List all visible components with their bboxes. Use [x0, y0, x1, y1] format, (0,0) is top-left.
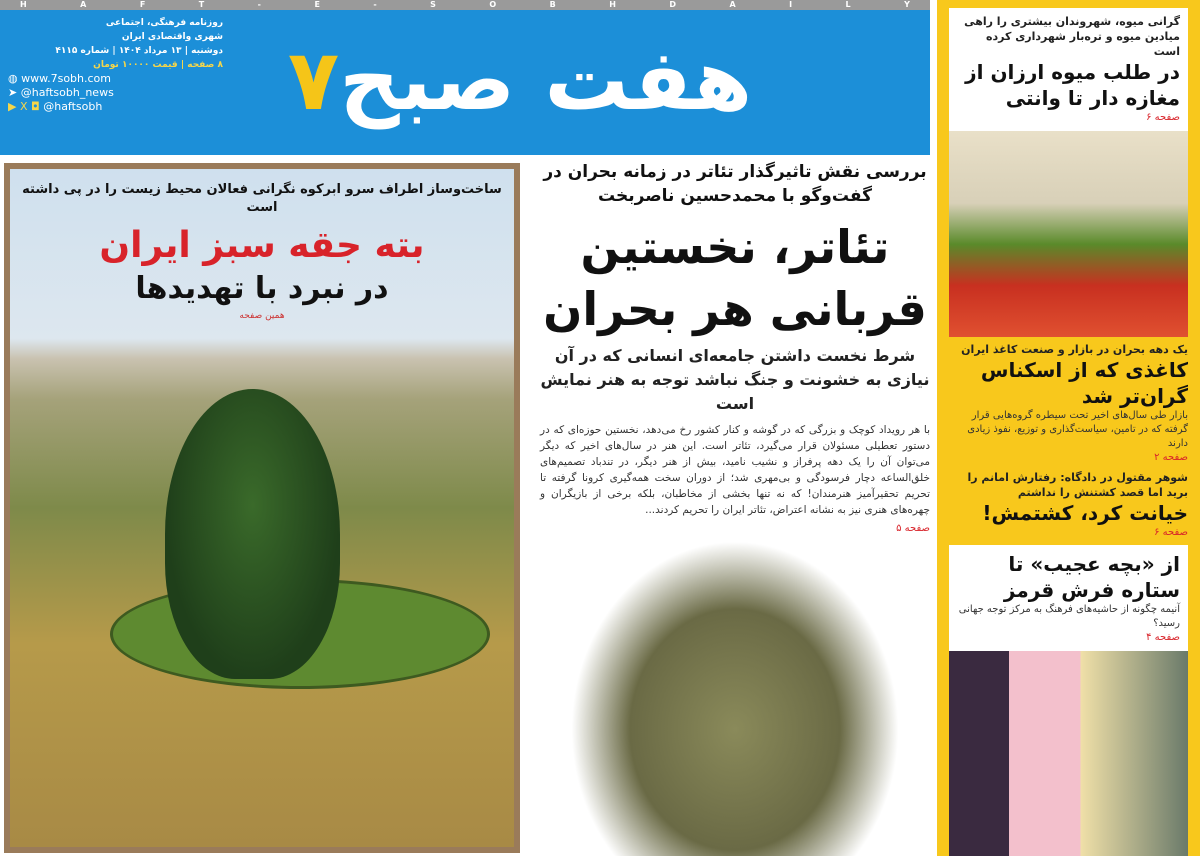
- strip-letter: A: [80, 0, 87, 9]
- telegram-icon: ➤: [8, 86, 18, 99]
- strip-letter: H: [609, 0, 616, 9]
- strip-letter: O: [489, 0, 497, 9]
- website-text: www.7sobh.com: [21, 72, 111, 85]
- main-lead: شرط نخست داشتن جامعه‌ای انسانی که در آن نیازی به خشونت و جنگ نباشد توجه به هنر نمایش است: [540, 346, 930, 413]
- strip-letter: -: [373, 0, 377, 9]
- story-page-ref: صفحه ۶: [1146, 112, 1180, 123]
- story-paper[interactable]: [949, 342, 1188, 465]
- left-subheadline: در نبرد با تهدیدها: [135, 271, 389, 306]
- story-headline: کاغذی که از اسکناس گران‌تر شد: [980, 357, 1188, 408]
- story-fruit[interactable]: [949, 8, 1188, 131]
- strip-letter: T: [198, 0, 205, 9]
- story-page-ref: صفحه ۶: [1154, 526, 1188, 538]
- social-link[interactable]: [8, 100, 223, 114]
- strip-letter: E: [314, 0, 320, 9]
- strip-letter: -: [257, 0, 261, 9]
- anime-illustration: [949, 651, 1188, 856]
- social-text: @haftsobh: [43, 100, 103, 113]
- story-anime[interactable]: [949, 545, 1188, 651]
- cypress-tree-image: [165, 389, 340, 679]
- story-kicker: شوهر مقتول در دادگاه: رفتارش امانم را برید اما قصد کشتنش را نداشتم: [967, 470, 1188, 499]
- story-kicker: گرانی میوه، شهروندان بیشتری را راهی میادین میوه و تره‌بار شهرداری کرده است: [964, 15, 1180, 58]
- strip-letter: S: [430, 0, 436, 9]
- strip-letter: I: [789, 0, 793, 9]
- story-headline: در طلب میوه ارزان از مغازه دار تا وانتی: [965, 60, 1180, 110]
- story-page-ref: صفحه ۴: [1146, 631, 1180, 643]
- left-feature: [4, 163, 520, 853]
- strip-letter: H: [20, 0, 27, 9]
- fruit-market-photo: [949, 131, 1188, 337]
- strip-letter: D: [669, 0, 676, 9]
- strip-letter: Y: [904, 0, 910, 9]
- story-body: بازار طی سال‌های اخیر تحت سیطره گروه‌هایی قرار گرفته که در تامین، سیاست‌گذاری و توزیع، نفوذ زیادی دارند: [967, 409, 1188, 449]
- left-kicker: ساخت‌وساز اطراف سرو ابرکوه نگرانی فعالان محیط زیست را در پی داشته است: [22, 182, 502, 215]
- telegram-link[interactable]: [8, 86, 223, 100]
- price: ۸ صفحه | قیمت ۱۰۰۰۰ تومان: [93, 60, 223, 70]
- story-body: آنیمه چگونه از حاشیه‌های فرهنگ به مرکز توجه جهانی رسید؟: [958, 603, 1180, 629]
- actors-photo: [570, 540, 900, 856]
- instagram-icon: ◘: [31, 100, 40, 113]
- strip-letter: F: [139, 0, 146, 9]
- strip-letter: L: [845, 0, 851, 9]
- story-headline: خیانت کرد، کشتمش!: [982, 500, 1188, 525]
- strip-letter: A: [729, 0, 736, 9]
- globe-icon: ◍: [8, 72, 18, 85]
- masthead-info: [8, 16, 223, 114]
- strip-letter: B: [549, 0, 556, 9]
- youtube-icon: ▶: [8, 100, 17, 113]
- main-kicker: بررسی نقش تاثیرگذار تئاتر در زمانه بحران در گفت‌وگو با محمدحسین ناصربخت: [543, 162, 927, 206]
- website-link[interactable]: [8, 72, 223, 86]
- main-story: [540, 160, 930, 856]
- logo-text: هفت صبح: [339, 31, 753, 129]
- story-page-ref: صفحه ۲: [1154, 451, 1188, 463]
- left-page-ref: همین صفحه: [239, 311, 285, 321]
- logo-number: ۷: [287, 31, 340, 129]
- newspaper-logo: [240, 10, 800, 155]
- left-headline[interactable]: بته جقه سبز ایران: [99, 225, 425, 266]
- masthead-strip: [0, 0, 930, 10]
- info-line: روزنامه فرهنگی، اجتماعی: [105, 18, 223, 28]
- left-text: [10, 181, 514, 323]
- main-headline[interactable]: تئاتر، نخستین قربانی هر بحران: [543, 220, 927, 336]
- story-kicker: یک دهه بحران در بازار و صنعت کاغذ ایران: [961, 342, 1188, 356]
- info-line: شهری واقتصادی ایران: [121, 32, 223, 42]
- telegram-text: @haftsobh_news: [20, 86, 114, 99]
- x-icon: X: [19, 100, 28, 113]
- story-headline: از «بچه عجیب» تا ستاره فرش قرمز: [1003, 551, 1180, 602]
- masthead: [0, 10, 930, 155]
- issue-date: دوشنبه | ۱۳ مرداد ۱۴۰۴ | شماره ۴۱۱۵: [55, 46, 223, 56]
- right-column: [937, 0, 1200, 856]
- story-court[interactable]: [949, 470, 1188, 540]
- main-page-ref: صفحه ۵: [896, 523, 930, 534]
- main-body: با هر رویداد کوچک و بزرگی که در گوشه و کنار کشور رخ می‌دهد، نخستین حوزه‌ای که در دستور تعطیلی مسئولان قرار می‌گیرد، تئاتر است. این هنر در سال‌های اخیر که دیگر می‌توان آن را یک دهه پرفراز و نشیب نامید، بیش از هنر دیگر، در تندباد تصمیم‌های خلق‌الساعه دچار فرسودگی و بی‌مهری شد؛ از دوران سخت همه‌گیری کرونا گرفته تا تحریم تحقیرآمیز هنرمندان! که نه تنها بخشی از مخاطبان، بلکه برخی از بازیگران و چهره‌های هنری نیز به نشانه اعتراض، تئاتر ایران را تحریم کردند...: [540, 424, 930, 516]
